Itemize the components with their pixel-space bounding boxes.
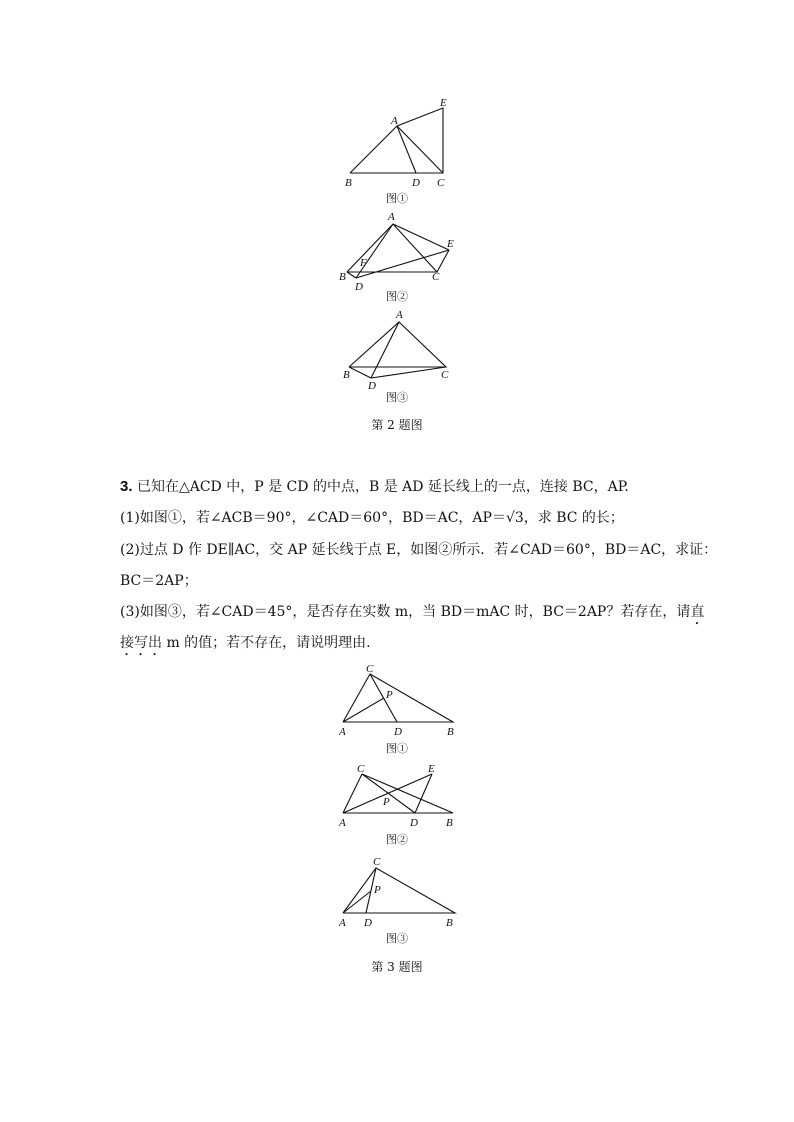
q2-fig1-label-b: B	[345, 177, 352, 189]
q3-fig1-label-a: A	[339, 726, 346, 738]
q2-fig2-label-a: A	[388, 211, 395, 223]
q3-fig3-label-a: A	[339, 917, 346, 929]
q3-fig1-triangle	[343, 674, 453, 722]
q2-fig1-diagram	[0, 0, 794, 440]
q2-fig2-label-f: F	[360, 257, 367, 269]
q2-fig3-caption: 图③	[386, 391, 408, 404]
q2-fig3-ad	[371, 322, 399, 378]
q2-fig2-label-c: C	[432, 271, 440, 283]
q3-part2-line1: (2)过点 D 作 DE∥AC，交 AP 延长线于点 E，如图②所示．若∠CAD＝60°，BD＝AC，求证：	[120, 542, 718, 558]
q2-fig1-ac	[397, 126, 443, 173]
q2-fig3-label-b: B	[343, 369, 350, 381]
q3-part3-line2-text: m 的值；若不存在，请说明理由.	[162, 635, 371, 651]
q3-figure-caption: 第 3 题图	[371, 960, 423, 974]
q2-fig3-label-d: D	[368, 380, 376, 392]
q2-fig3-outline	[349, 322, 446, 367]
q3-fig3-label-b: B	[446, 917, 453, 929]
q2-figure-caption: 第 2 题图	[371, 418, 423, 432]
q3-fig2-label-c: C	[357, 763, 365, 775]
q3-fig1-label-b: B	[447, 726, 454, 738]
q3-part2-line2: BC＝2AP；	[120, 573, 198, 589]
q3-fig2-ac	[343, 774, 362, 813]
q2-fig1-label-d: D	[412, 177, 420, 189]
q3-fig3-label-c: C	[373, 856, 381, 868]
q3-fig1-label-d: D	[394, 726, 402, 738]
q2-fig1-label-a: A	[391, 115, 398, 127]
q3-fig2-label-b: B	[446, 817, 453, 829]
q3-stem-text: 已知在△ACD 中，P 是 CD 的中点，B 是 AD 延长线上的一点，连接 BC，AP.	[136, 479, 629, 495]
q3-part1: (1)如图①，若∠ACB＝90°，∠CAD＝60°，BD＝AC，AP＝√3，求 BC 的长；	[120, 510, 624, 526]
q2-fig2-caption: 图②	[386, 290, 408, 303]
q3-part3-line1	[120, 604, 704, 628]
q2-fig1-label-c: C	[437, 177, 445, 189]
q2-fig2-ad	[356, 224, 393, 278]
q3-stem	[120, 479, 629, 495]
q2-fig1-caption: 图①	[386, 192, 408, 205]
q3-fig2-label-a: A	[339, 817, 346, 829]
q3-fig2-label-p: P	[383, 796, 390, 808]
q2-fig3-label-c: C	[441, 369, 449, 381]
q3-fig1-caption: 图①	[386, 742, 408, 755]
q2-fig1-ad	[397, 126, 416, 173]
q3-fig3-caption: 图③	[386, 932, 408, 945]
q2-figure-1	[0, 0, 794, 440]
q3-fig3-triangle	[343, 868, 455, 913]
q2-fig2-label-e: E	[447, 238, 454, 250]
q3-part3-line1-text: (3)如图③，若∠CAD＝45°，是否存在实数 m，当 BD＝mAC 时，BC＝2AP？若存在，请	[120, 604, 691, 620]
q2-fig3-label-a: A	[396, 309, 403, 321]
q3-fig2-label-e: E	[428, 763, 435, 775]
q3-fig1-label-c: C	[366, 663, 374, 675]
q3-part3-emphasis-2: 接写出	[120, 635, 162, 651]
q2-fig2-label-d: D	[355, 281, 363, 293]
q3-fig2-caption: 图②	[386, 833, 408, 846]
q2-fig3-dc	[371, 367, 446, 378]
q3-fig3-label-p: P	[374, 884, 381, 896]
q2-fig3-bd	[349, 367, 371, 378]
q2-fig2-ae	[393, 224, 449, 250]
q3-fig1-label-p: P	[386, 689, 393, 701]
q2-fig2-label-b: B	[339, 271, 346, 283]
q2-fig2-bd	[347, 272, 356, 278]
q3-fig3-label-d: D	[364, 917, 372, 929]
q2-fig1-label-e: E	[440, 97, 447, 109]
q3-fig2-label-d: D	[410, 817, 418, 829]
q3-part3-emphasis-1: 直	[690, 604, 705, 620]
q3-number: 3.	[120, 478, 133, 495]
